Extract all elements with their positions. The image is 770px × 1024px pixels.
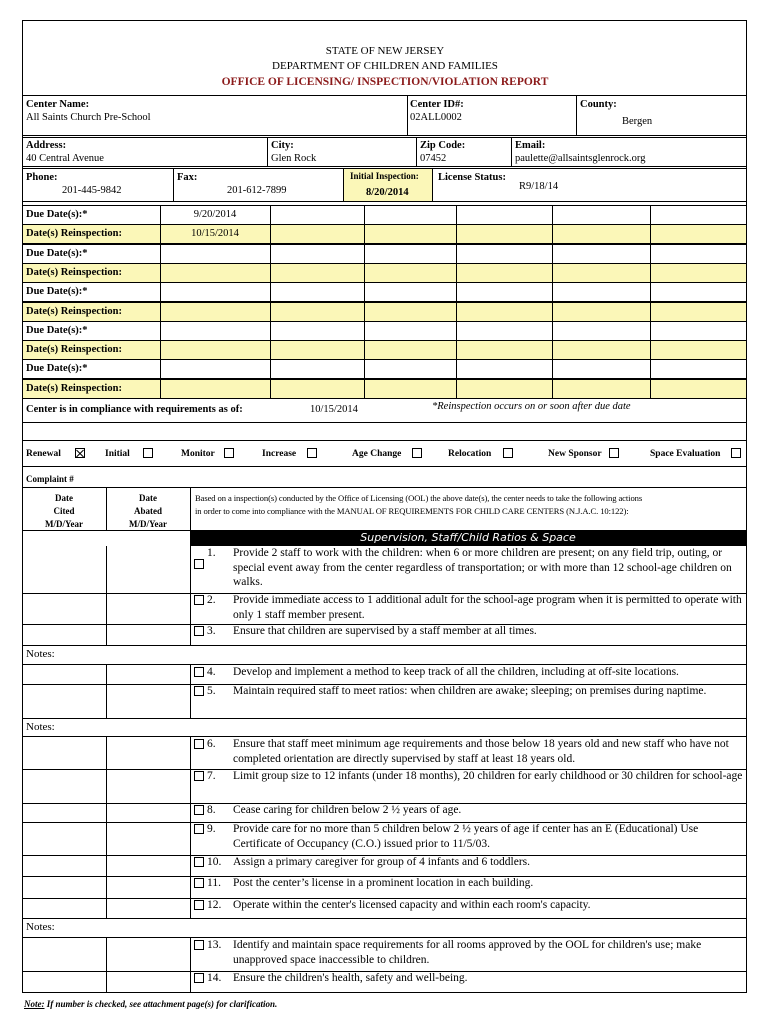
complaint-label: Complaint # [26, 474, 74, 484]
footer-note [24, 998, 277, 1011]
item-row-border [22, 992, 747, 993]
center-id-label: Center ID#: [410, 99, 464, 110]
item-number: 2. [207, 594, 216, 606]
item-number: 7. [207, 770, 216, 782]
item-checkbox[interactable] [194, 940, 204, 950]
notes-label: Notes: [26, 648, 55, 660]
date-abated-header-3: M/D/Year [129, 519, 167, 529]
type-increase-checkbox[interactable] [307, 448, 317, 458]
date-row-divider [270, 244, 271, 263]
item-number: 11. [207, 877, 221, 889]
intro-text-line-2: in order to come into compliance with the MANUAL OF REQUIREMENTS FOR CHILD CARE CENTERS (N.J.A.C. 10:122): [195, 506, 629, 516]
fax-value: 201-612-7899 [227, 185, 287, 196]
date-row-divider [364, 340, 365, 359]
date-row-divider [270, 359, 271, 378]
fax-label: Fax: [177, 172, 198, 183]
type-new-sponsor-label: New Sponsor [548, 449, 602, 459]
item-text: Cease caring for children below 2 ½ years of age. [233, 804, 462, 816]
types-divider [22, 466, 747, 467]
date-row [22, 282, 747, 302]
date-row-divider [456, 244, 457, 263]
date-row-divider [160, 263, 161, 282]
item-text: Ensure that children are supervised by a staff member at all times. [233, 625, 537, 637]
item-text: Operate within the center's licensed capacity and within each room's capacity. [233, 899, 591, 911]
item-number: 14. [207, 972, 222, 984]
item-number: 3. [207, 625, 216, 637]
compliance-date: 10/15/2014 [310, 404, 358, 415]
date-row [22, 244, 747, 264]
date-row-divider [160, 205, 161, 224]
date-row-divider [552, 379, 553, 398]
type-monitor-checkbox[interactable] [224, 448, 234, 458]
initial-inspection-date: 8/20/2014 [366, 187, 409, 198]
type-age-change-label: Age Change [352, 449, 402, 459]
date-row-divider [650, 379, 651, 398]
date-row [22, 359, 747, 379]
date-row [22, 302, 747, 322]
date-row-divider [270, 340, 271, 359]
date-row-divider [552, 244, 553, 263]
date-row-divider [160, 340, 161, 359]
compliance-divider [22, 422, 747, 423]
date-row-divider [364, 224, 365, 243]
date-row-divider [650, 224, 651, 243]
item-text: Develop and implement a method to keep track of all the children, including at off-site locations. [233, 666, 679, 678]
notes-row [22, 918, 747, 938]
date-row-divider [650, 302, 651, 321]
date-row-divider [270, 263, 271, 282]
item-text: Ensure that staff meet minimum age requirements and those below 18 years old and new staff who have not completed orientation are directly supervised by staff at least 18 years old. [233, 738, 729, 765]
date-row-divider [364, 263, 365, 282]
footer-note-label: Note: [24, 999, 45, 1009]
date-row-divider [650, 263, 651, 282]
date-row-divider [270, 321, 271, 340]
type-initial-label: Initial [105, 449, 130, 459]
license-status-label: License Status: [438, 172, 506, 183]
compliance-label: Center is in compliance with requirements as of: [26, 404, 243, 415]
type-monitor-label: Monitor [181, 449, 215, 459]
date-row-divider [456, 224, 457, 243]
date-row-divider [160, 224, 161, 243]
item-text: Maintain required staff to meet ratios: when children are awake; sleeping; on premises during naptime. [233, 685, 707, 697]
item-checkbox[interactable] [194, 686, 204, 696]
date-row-value: 9/20/2014 [193, 209, 237, 220]
item-checkbox[interactable] [194, 857, 204, 867]
date-row-divider [456, 321, 457, 340]
date-row [22, 263, 747, 283]
type-space-evaluation-checkbox[interactable] [731, 448, 741, 458]
date-row-label: Date(s) Reinspection: [26, 306, 122, 317]
item-number: 1. [207, 547, 216, 559]
item-text: Identify and maintain space requirements for all rooms approved by the OOL for children's use; make unapproved space inaccessible to children. [233, 939, 702, 966]
date-row-divider [650, 321, 651, 340]
notes-label: Notes: [26, 921, 55, 933]
license-status-value: R9/18/14 [519, 181, 559, 192]
date-row-divider [552, 321, 553, 340]
type-renewal-label: Renewal [26, 449, 61, 459]
zip-value: 07452 [420, 153, 447, 164]
header-col-divider-2 [190, 487, 191, 530]
date-row-divider [456, 302, 457, 321]
zip-label: Zip Code: [420, 140, 466, 151]
item-text: Limit group size to 12 infants (under 18 months), 20 children for early childhood or 30 children for school-age [233, 770, 743, 782]
date-row-divider [552, 282, 553, 301]
item-checkbox[interactable] [194, 739, 204, 749]
date-row-label: Due Date(s):* [26, 325, 88, 336]
date-row-divider [364, 379, 365, 398]
section-title-bar: Supervision, Staff/Child Ratios & Space [190, 530, 746, 546]
date-row-label: Date(s) Reinspection: [26, 267, 122, 278]
header-col-divider-1 [106, 487, 107, 530]
type-initial-checkbox[interactable] [143, 448, 153, 458]
compliance-divider-2 [22, 440, 747, 441]
item-number: 6. [207, 738, 216, 750]
date-row-divider [160, 321, 161, 340]
item-checkbox[interactable] [194, 559, 204, 569]
item-text: Provide immediate access to 1 additional adult for the school-age program when it is permitted to operate with only 1 staff member present. [233, 594, 742, 621]
date-row-label: Due Date(s):* [26, 363, 88, 374]
phone-label: Phone: [26, 172, 58, 183]
date-row-divider [456, 359, 457, 378]
date-row-divider [364, 359, 365, 378]
item-text: Provide care for no more than 5 children below 2 ½ years of age if center has an E (Educational) Use Certificate of Occupancy (C.O.) issued prior to 11/5/03. [233, 823, 699, 850]
date-row-divider [160, 244, 161, 263]
item-number: 10. [207, 856, 222, 868]
city-value: Glen Rock [271, 153, 317, 164]
item-checkbox[interactable] [194, 805, 204, 815]
date-row-value: 10/15/2014 [191, 228, 239, 239]
date-abated-header-1: Date [139, 493, 157, 503]
reinspection-note: *Reinspection occurs on or soon after due date [432, 401, 631, 412]
date-row-divider [552, 224, 553, 243]
date-row-divider [552, 359, 553, 378]
date-row-divider [160, 282, 161, 301]
date-row-divider [552, 205, 553, 224]
date-row-divider [650, 282, 651, 301]
date-row-divider [160, 302, 161, 321]
date-row-divider [650, 359, 651, 378]
date-row-label: Due Date(s):* [26, 248, 88, 259]
type-increase-label: Increase [262, 449, 297, 459]
date-row [22, 379, 747, 399]
address-label: Address: [26, 140, 67, 151]
item-checkbox[interactable] [194, 973, 204, 983]
date-abated-header-2: Abated [133, 506, 162, 516]
item-text: Assign a primary caregiver for group of 4 infants and 6 toddlers. [233, 856, 531, 868]
date-cited-header-1: Date [55, 493, 73, 503]
date-row-label: Due Date(s):* [26, 209, 88, 220]
type-relocation-checkbox[interactable] [503, 448, 513, 458]
center-name-label: Center Name: [26, 99, 90, 110]
header-state: STATE OF NEW JERSEY [325, 45, 445, 57]
date-row-divider [364, 205, 365, 224]
intro-text-line-1: Based on a inspection(s) conducted by the Office of Licensing (OOL) the above date(s), the center needs to take the following actions [195, 493, 643, 503]
date-row-divider [364, 244, 365, 263]
date-row-divider [456, 379, 457, 398]
date-row-divider [552, 340, 553, 359]
date-row-label: Date(s) Reinspection: [26, 383, 122, 394]
item-checkbox[interactable] [194, 771, 204, 781]
item-checkbox[interactable] [194, 667, 204, 677]
date-row-divider [270, 205, 271, 224]
type-space-evaluation-label: Space Evaluation [650, 449, 721, 459]
date-row [22, 224, 747, 244]
footer-note-text: If number is checked, see attachment page(s) for clarification. [44, 999, 278, 1009]
city-label: City: [271, 140, 294, 151]
date-row-label: Date(s) Reinspection: [26, 228, 122, 239]
date-row-divider [364, 302, 365, 321]
county-value: Bergen [622, 116, 653, 127]
date-row-divider [270, 302, 271, 321]
date-row-label: Due Date(s):* [26, 286, 88, 297]
header-report-title: OFFICE OF LICENSING/ INSPECTION/VIOLATION REPORT [221, 76, 549, 88]
date-row-divider [270, 379, 271, 398]
item-text: Provide 2 staff to work with the children: when 6 or more children are present; on any field trip, outing, or special event away from the center regardless of transportation; or with more than 12 school-age children on walks. [233, 547, 732, 588]
county-label: County: [580, 99, 617, 110]
date-row-divider [456, 205, 457, 224]
item-text: Post the center’s license in a prominent location in each building. [233, 877, 534, 889]
item-number: 4. [207, 666, 216, 678]
item-number: 9. [207, 823, 216, 835]
date-cited-header-3: M/D/Year [45, 519, 83, 529]
date-row-divider [456, 263, 457, 282]
date-row-label: Date(s) Reinspection: [26, 344, 122, 355]
email-value: paulette@allsaintsglenrock.org [515, 153, 646, 164]
center-name-value: All Saints Church Pre-School [26, 112, 151, 123]
item-checkbox[interactable] [194, 878, 204, 888]
center-id-value: 02ALL0002 [410, 112, 462, 123]
date-row-divider [270, 282, 271, 301]
initial-inspection-label: Initial Inspection: [350, 171, 419, 181]
date-row-divider [160, 379, 161, 398]
item-checkbox[interactable] [194, 900, 204, 910]
date-row-divider [552, 302, 553, 321]
date-row [22, 321, 747, 341]
item-checkbox[interactable] [194, 626, 204, 636]
date-row [22, 205, 747, 225]
date-row-divider [364, 282, 365, 301]
date-row-divider [364, 321, 365, 340]
complaint-divider [22, 487, 747, 488]
item-text: Ensure the children's health, safety and well-being. [233, 972, 468, 984]
date-row-divider [552, 263, 553, 282]
header-department: DEPARTMENT OF CHILDREN AND FAMILIES [272, 60, 498, 72]
item-checkbox[interactable] [194, 824, 204, 834]
date-row-divider [160, 359, 161, 378]
item-checkbox[interactable] [194, 595, 204, 605]
notes-label: Notes: [26, 721, 55, 733]
date-row-divider [456, 282, 457, 301]
date-row [22, 340, 747, 360]
date-row-divider [456, 340, 457, 359]
item-number: 12. [207, 899, 222, 911]
date-row-divider [650, 205, 651, 224]
date-row-divider [650, 340, 651, 359]
email-label: Email: [515, 140, 546, 151]
type-renewal-checkbox[interactable] [75, 448, 85, 458]
date-row-divider [270, 224, 271, 243]
type-age-change-checkbox[interactable] [412, 448, 422, 458]
type-relocation-label: Relocation [448, 449, 492, 459]
type-new-sponsor-checkbox[interactable] [609, 448, 619, 458]
date-row-divider [650, 244, 651, 263]
date-cited-header-2: Cited [53, 506, 75, 516]
notes-row [22, 718, 747, 737]
phone-value: 201-445-9842 [62, 185, 122, 196]
item-number: 5. [207, 685, 216, 697]
address-value: 40 Central Avenue [26, 153, 104, 164]
item-number: 13. [207, 939, 222, 951]
item-number: 8. [207, 804, 216, 816]
notes-row [22, 645, 747, 665]
